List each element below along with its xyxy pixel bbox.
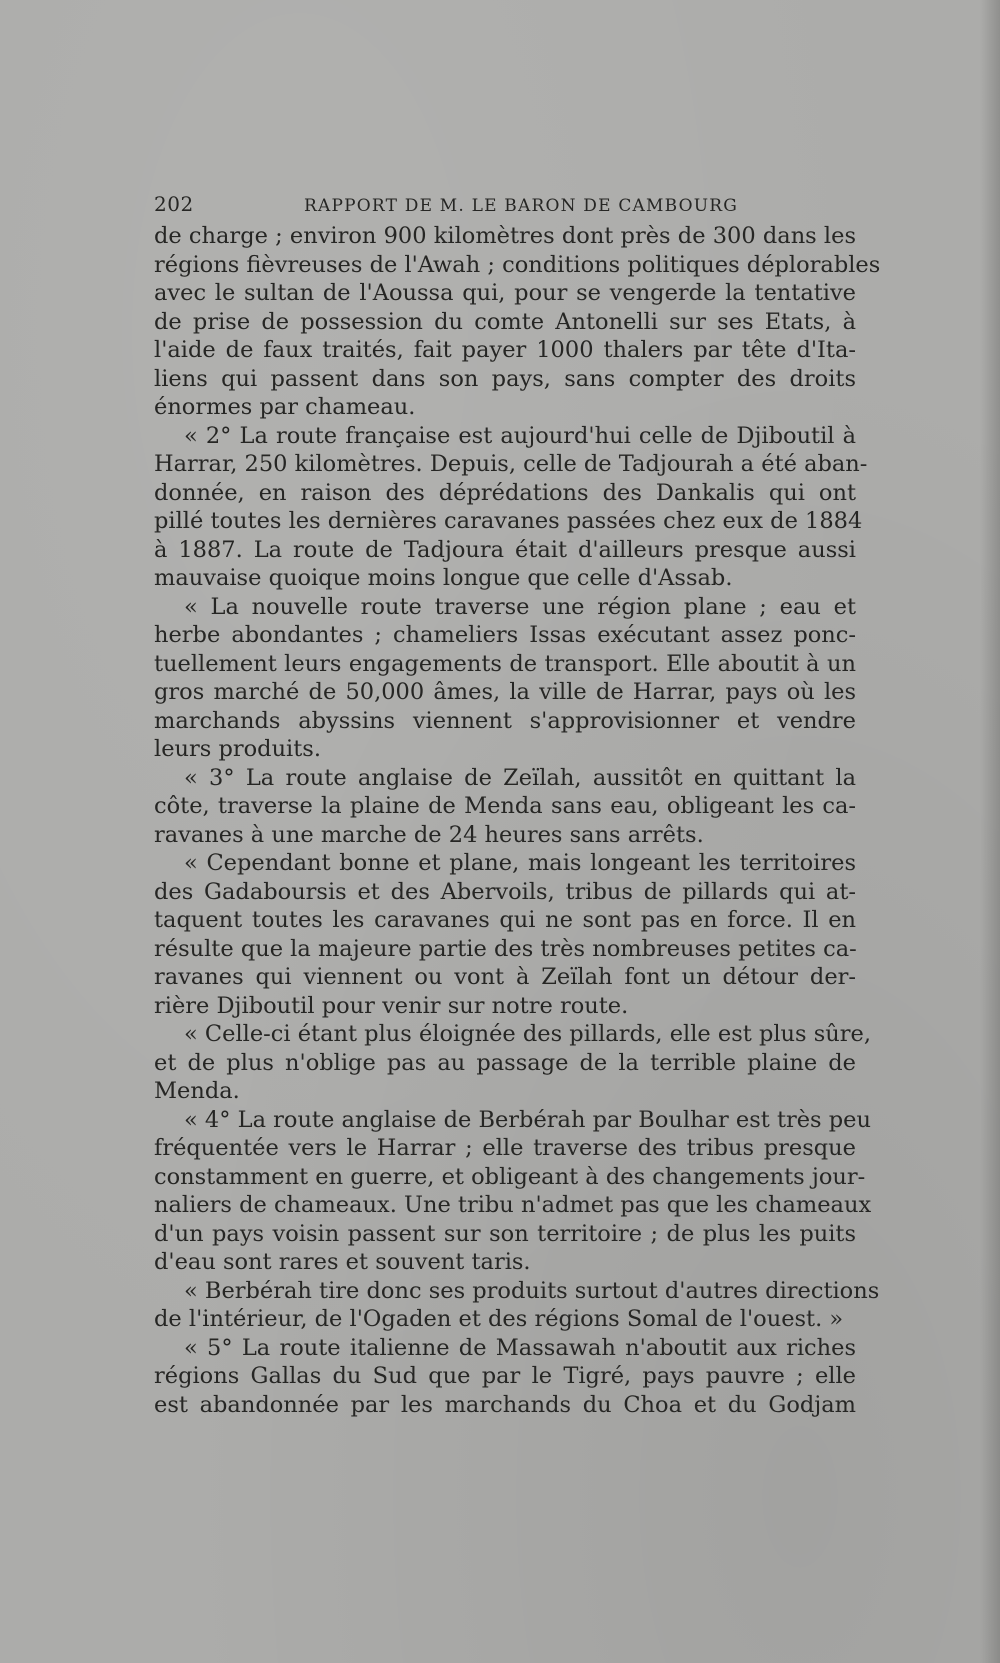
text-line: Harrar, 250 kilomètres. Depuis, celle de Tadjourah a été aban- — [154, 451, 868, 477]
text-line: tuellement leurs engagements de transport. Elle aboutit à un — [154, 650, 856, 677]
text-line: d'eau sont rares et souvent taris. — [154, 1249, 531, 1275]
text-line: résulte que la majeure partie des très nombreuses petites ca- — [154, 935, 857, 962]
text-line: des Gadaboursis et des Abervoils, tribus de pillards qui at- — [154, 878, 856, 905]
text-line: donnée, en raison des déprédations des Dankalis qui ont — [154, 479, 856, 506]
text-line: de charge ; environ 900 kilomètres dont près de 300 dans les — [154, 223, 856, 249]
text-line: fréquentée vers le Harrar ; elle traverse des tribus presque — [154, 1135, 856, 1161]
text-line: de l'intérieur, de l'Ogaden et des régions Somal de l'ouest. » — [154, 1306, 844, 1332]
text-line: avec le sultan de l'Aoussa qui, pour se vengerde la tentative — [154, 280, 856, 306]
text-line: ravanes à une marche de 24 heures sans arrêts. — [154, 821, 704, 848]
text-line: constamment en guerre, et obligeant à des changements jour- — [154, 1163, 866, 1190]
running-head — [154, 192, 856, 220]
page-edge-shadow — [980, 0, 1000, 1663]
text-line: à 1887. La route de Tadjoura était d'ailleurs presque aussi — [154, 536, 856, 563]
text-line: naliers de chameaux. Une tribu n'admet pas que les chameaux — [154, 1192, 872, 1218]
text-line: régions Gallas du Sud que par le Tigré, pays pauvre ; elle — [154, 1363, 856, 1389]
text-line: l'aide de faux traités, fait payer 1000 thalers par tête d'Ita- — [154, 337, 856, 363]
text-line: Menda. — [154, 1078, 240, 1104]
text-line: « 3° La route anglaise de Zeïlah, aussitôt en quittant la — [184, 764, 856, 791]
text-block — [154, 192, 881, 1419]
text-line: « 4° La route anglaise de Berbérah par Boulhar est très peu — [184, 1106, 871, 1133]
text-line: de prise de possession du comte Antonelli sur ses Etats, à — [154, 308, 856, 335]
text-line: leurs produits. — [154, 736, 321, 762]
page-number: 202 — [154, 192, 194, 216]
text-line: énormes par chameau. — [154, 394, 416, 420]
body-text — [154, 222, 881, 1419]
text-line: « 5° La route italienne de Massawah n'aboutit aux riches — [184, 1334, 856, 1361]
text-line: « La nouvelle route traverse une région plane ; eau et — [184, 593, 856, 620]
text-line: « Celle-ci étant plus éloignée des pillards, elle est plus sûre, — [184, 1021, 871, 1047]
text-line: ravanes qui viennent ou vont à Zeïlah font un détour der- — [154, 964, 856, 990]
text-line: est abandonnée par les marchands du Choa et du Godjam — [154, 1391, 856, 1418]
text-line: mauvaise quoique moins longue que celle d'Assab. — [154, 565, 733, 591]
text-line: taquent toutes les caravanes qui ne sont pas en force. Il en — [154, 907, 856, 933]
running-title: RAPPORT DE M. LE BARON DE CAMBOURG — [304, 196, 739, 216]
text-line: herbe abondantes ; chameliers Issas exécutant assez ponc- — [154, 622, 856, 648]
text-line: « 2° La route française est aujourd'hui celle de Djiboutil à — [184, 422, 856, 449]
text-line: « Cependant bonne et plane, mais longeant les territoires — [184, 850, 856, 876]
text-line: et de plus n'oblige pas au passage de la terrible plaine de — [154, 1049, 856, 1076]
text-line: marchands abyssins viennent s'approvisionner et vendre — [154, 707, 856, 734]
text-line: pillé toutes les dernières caravanes passées chez eux de 1884 — [154, 508, 863, 534]
text-line: rière Djiboutil pour venir sur notre route. — [154, 992, 629, 1019]
text-line: liens qui passent dans son pays, sans compter des droits — [154, 365, 856, 392]
text-line: régions fièvreuses de l'Awah ; conditions politiques déplorables — [154, 251, 881, 278]
text-line: « Berbérah tire donc ses produits surtout d'autres directions — [184, 1277, 880, 1304]
text-line: gros marché de 50,000 âmes, la ville de Harrar, pays où les — [154, 679, 856, 705]
text-line: d'un pays voisin passent sur son territoire ; de plus les puits — [154, 1220, 856, 1247]
text-line: côte, traverse la plaine de Menda sans eau, obligeant les ca- — [154, 793, 856, 819]
